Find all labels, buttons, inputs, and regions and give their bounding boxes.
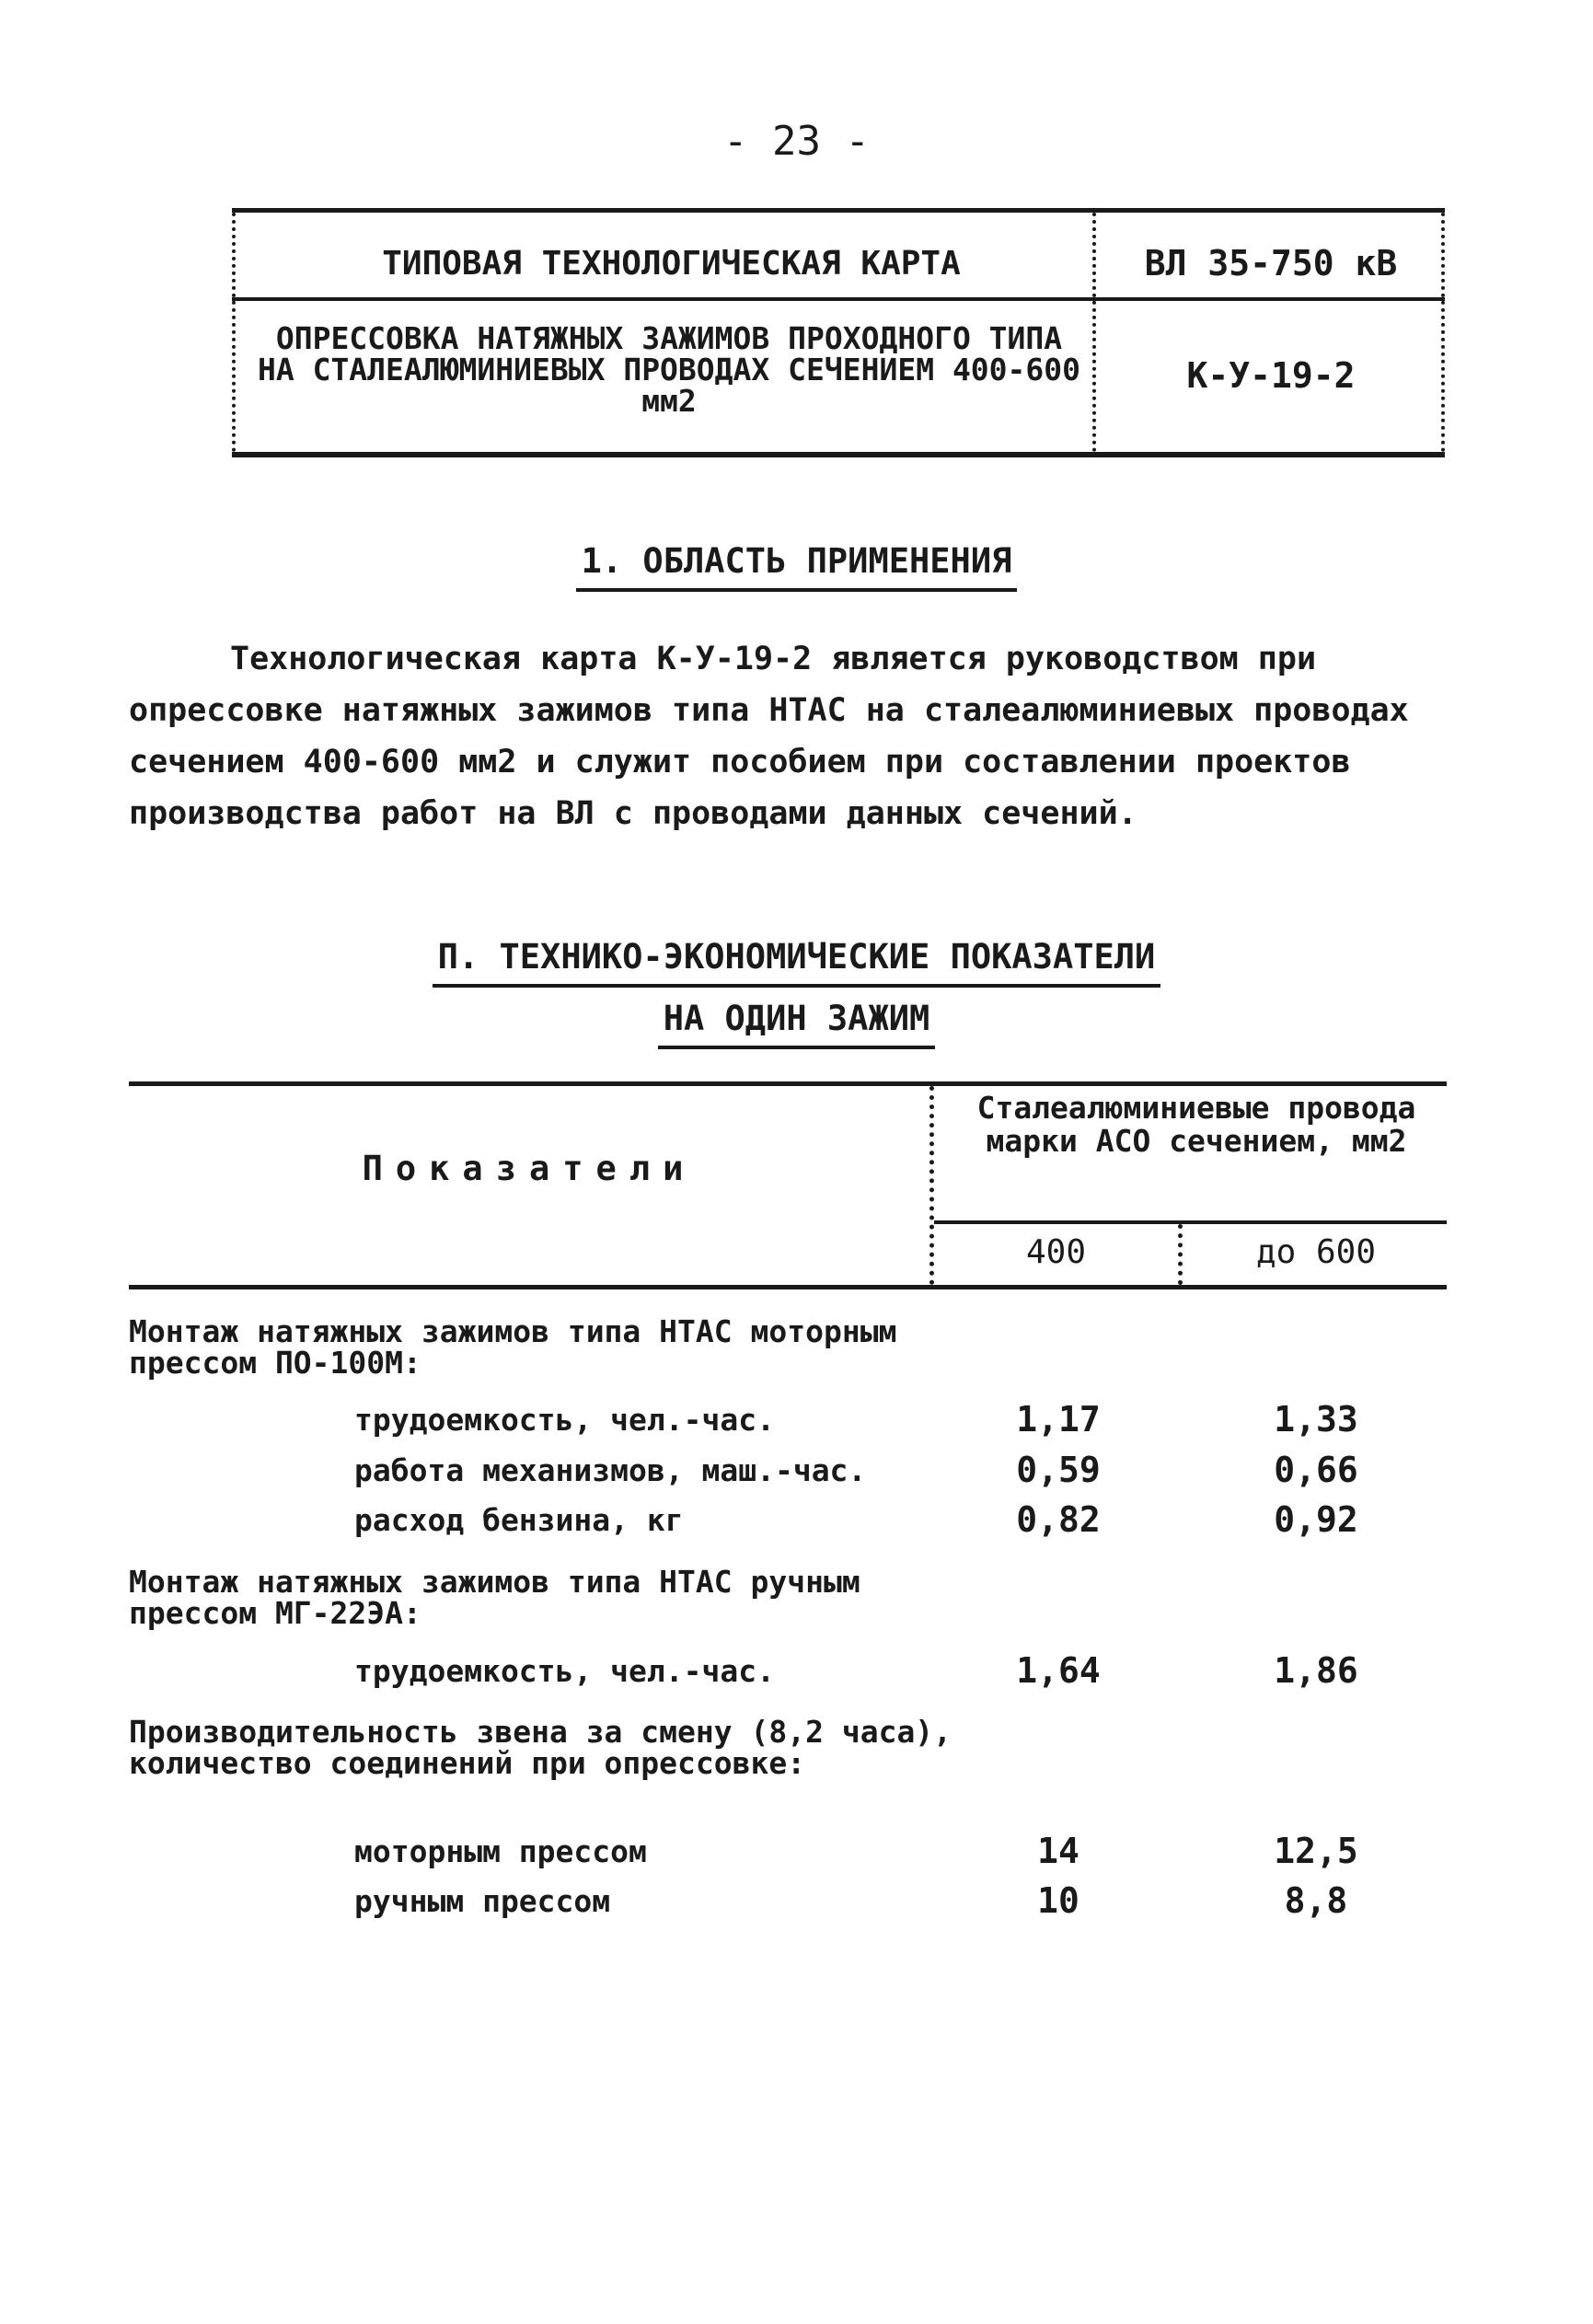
card-code: К-У-19-2 bbox=[1186, 355, 1356, 396]
table-row-label: трудоемкость, чел.-час. bbox=[354, 1653, 775, 1689]
table-cell-600: 0,92 bbox=[1274, 1499, 1358, 1540]
table-cell-400: 10 bbox=[1037, 1880, 1079, 1921]
title-block bbox=[232, 208, 1445, 457]
subcolumn-600: до 600 bbox=[1255, 1233, 1377, 1271]
section-2-subheading: НА ОДИН ЗАЖИМ bbox=[0, 999, 1593, 1038]
table-row-label: моторным прессом bbox=[354, 1833, 647, 1869]
title-block-left-border bbox=[232, 213, 236, 452]
table-top-rule bbox=[129, 1081, 1447, 1086]
table-cell-600: 1,33 bbox=[1274, 1399, 1358, 1439]
table-cell-400: 0,82 bbox=[1016, 1499, 1101, 1540]
card-subject: ОПРЕССОВКА НАТЯЖНЫХ ЗАЖИМОВ ПРОХОДНОГО ТИПА НА СТАЛЕАЛЮМИНИЕВЫХ ПРОВОДАХ СЕЧЕНИЕМ 400-600 мм2 bbox=[257, 320, 1081, 419]
table-cell-600: 8,8 bbox=[1284, 1880, 1348, 1921]
subcolumn-400: 400 bbox=[1025, 1233, 1087, 1271]
group-title-hand-press: Монтаж натяжных зажимов типа НТАС ручным прессом МГ-22ЭА: bbox=[129, 1564, 860, 1631]
table-cell-600: 1,86 bbox=[1274, 1650, 1358, 1691]
table-row-label: трудоемкость, чел.-час. bbox=[354, 1402, 775, 1438]
voltage-range: ВЛ 35-750 кВ bbox=[1144, 243, 1398, 283]
table-cell-600: 0,66 bbox=[1274, 1450, 1358, 1490]
section-1-text: Технологическая карта К-У-19-2 является руководством при опрессовке натяжных зажимов типа НТАС на сталеалюминиевых проводах сечением 400-600 мм2 и служит пособием при составлении проектов производства работ на ВЛ с проводами данных сечений. bbox=[129, 641, 1409, 832]
table-row-label: работа механизмов, маш.-час. bbox=[354, 1452, 867, 1488]
title-block-row-divider bbox=[232, 297, 1445, 301]
group-title-productivity: Производительность звена за смену (8,2 часа), количество соединений при опрессовке: bbox=[129, 1714, 952, 1781]
group-title-motor-press: Монтаж натяжных зажимов типа НТАС моторным прессом ПО-100М: bbox=[129, 1313, 897, 1381]
table-cell-400: 1,17 bbox=[1016, 1399, 1101, 1439]
table-subheader-rule bbox=[934, 1220, 1447, 1224]
table-cell-400: 1,64 bbox=[1016, 1650, 1101, 1691]
column-header-indicators: Показатели bbox=[362, 1149, 697, 1188]
section-1-heading: 1. ОБЛАСТЬ ПРИМЕНЕНИЯ bbox=[0, 541, 1593, 581]
table-cell-400: 14 bbox=[1037, 1831, 1079, 1871]
column-header-wires: Сталеалюминиевые провода марки АСО сечением, мм2 bbox=[976, 1090, 1416, 1159]
table-cell-400: 0,59 bbox=[1016, 1450, 1101, 1490]
table-cell-600: 12,5 bbox=[1274, 1831, 1358, 1871]
table-header-bottom-rule bbox=[129, 1285, 1447, 1289]
section-2-heading: П. ТЕХНИКО-ЭКОНОМИЧЕСКИЕ ПОКАЗАТЕЛИ bbox=[0, 937, 1593, 977]
page-number: - 23 - bbox=[723, 118, 870, 165]
title-block-divider bbox=[1092, 213, 1096, 452]
card-title: ТИПОВАЯ ТЕХНОЛОГИЧЕСКАЯ КАРТА bbox=[382, 245, 961, 283]
table-row-label: ручным прессом bbox=[354, 1883, 611, 1919]
table-row-label: расход бензина, кг bbox=[354, 1502, 684, 1538]
